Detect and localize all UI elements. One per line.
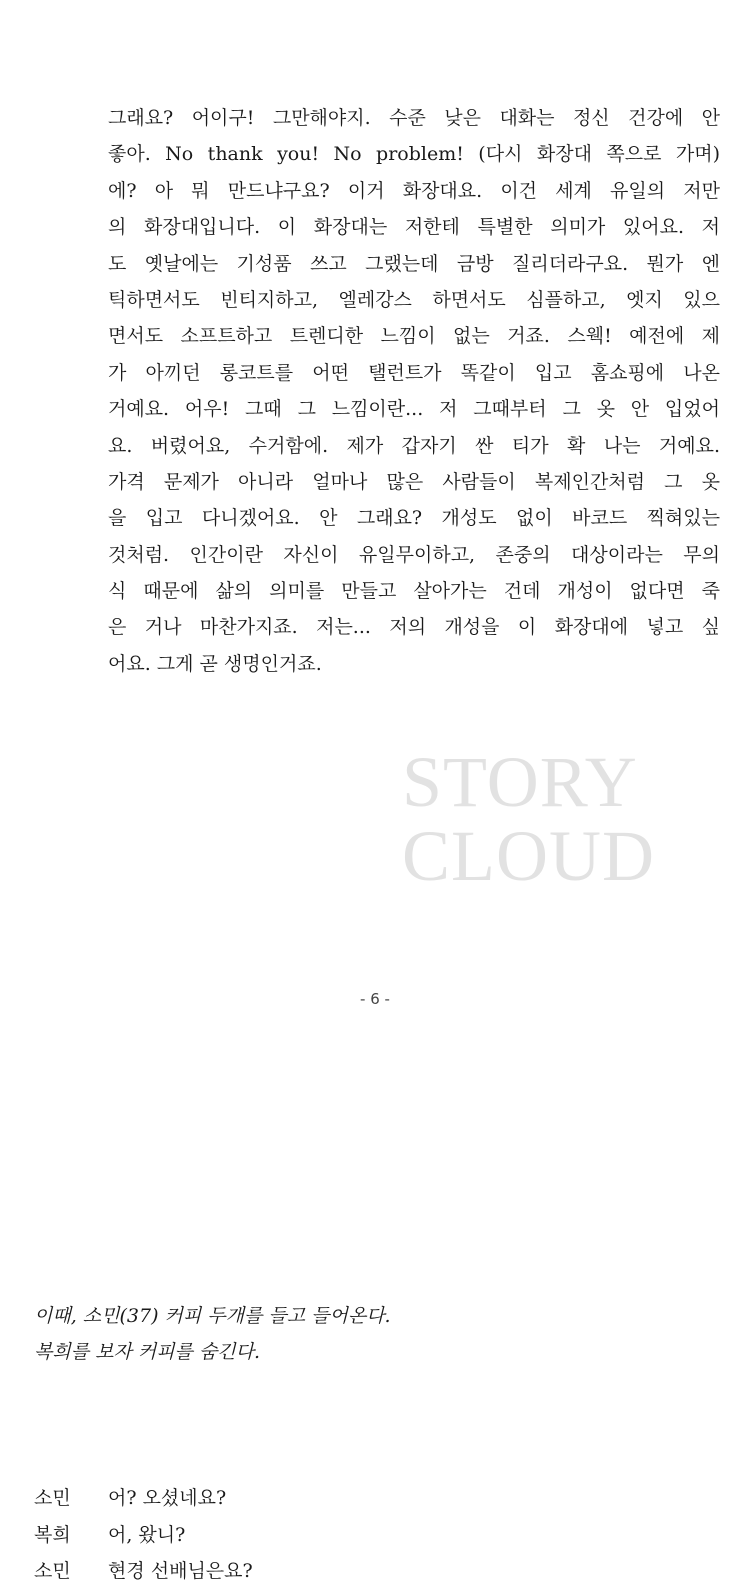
- dialogue-text: 어? 오셨네요?: [108, 1487, 227, 1510]
- speaker-name: 소민: [34, 1487, 71, 1510]
- monologue-line: 에? 아 뭐 만드냐구요? 이거 화장대요. 이건 세계 유일의 저만: [108, 179, 720, 202]
- dialogue-row: [34, 1517, 634, 1554]
- dialogue-text: 현경 선배님은요?: [108, 1560, 253, 1583]
- monologue-line: 것처럼. 인간이란 자신이 유일무이하고, 존중의 대상이라는 무의: [108, 543, 720, 566]
- monologue-line: 도 옛날에는 기성품 쓰고 그랬는데 금방 질리더라구요. 뭔가 엔: [108, 252, 720, 275]
- watermark-line-1: STORY: [402, 742, 638, 822]
- monologue-line: 을 입고 다니겠어요. 안 그래요? 개성도 없이 바코드 찍혀있는: [108, 507, 720, 530]
- dialogue-row: [34, 1480, 634, 1517]
- monologue-line: 요. 버렸어요, 수거함에. 제가 갑자기 싼 티가 확 나는 거예요.: [108, 434, 720, 457]
- stage-direction-line: 이때, 소민(37) 커피 두개를 들고 들어온다.: [34, 1305, 391, 1328]
- monologue-line: 어요. 그게 곧 생명인거죠.: [108, 652, 322, 675]
- stage-direction-line: 복희를 보자 커피를 숨긴다.: [34, 1341, 261, 1364]
- page-number: - 6 -: [360, 990, 390, 1008]
- dialogue-row: [34, 1553, 634, 1590]
- watermark-line-2: CLOUD: [402, 816, 655, 896]
- dialogue-block: [34, 1480, 634, 1590]
- watermark: [402, 742, 702, 896]
- monologue-line: 틱하면서도 빈티지하고, 엘레강스 하면서도 심플하고, 엣지 있으: [108, 288, 720, 311]
- speaker-name: 복희: [34, 1523, 71, 1546]
- monologue-line: 의 화장대입니다. 이 화장대는 저한테 특별한 의미가 있어요. 저: [108, 216, 720, 239]
- monologue-line: 가격 문제가 아니라 얼마나 많은 사람들이 복제인간처럼 그 옷: [108, 470, 720, 493]
- speaker-name: 소민: [34, 1560, 71, 1583]
- monologue-line: 식 때문에 삶의 의미를 만들고 살아가는 건데 개성이 없다면 죽: [108, 580, 720, 603]
- dialogue-text: 어, 왔니?: [108, 1523, 186, 1546]
- monologue-block: [108, 100, 720, 682]
- monologue-line: 가 아끼던 롱코트를 어떤 탤런트가 똑같이 입고 홈쇼핑에 나온: [108, 361, 720, 384]
- monologue-line: 은 거나 마찬가지죠. 저는... 저의 개성을 이 화장대에 넣고 싶: [108, 616, 720, 639]
- stage-direction: [34, 1298, 634, 1370]
- monologue-line: 그래요? 어이구! 그만해야지. 수준 낮은 대화는 정신 건강에 안: [108, 107, 720, 129]
- monologue-line: 거예요. 어우! 그때 그 느낌이란... 저 그때부터 그 옷 안 입었어: [108, 398, 720, 421]
- monologue-line: 면서도 소프트하고 트렌디한 느낌이 없는 거죠. 스웩! 예전에 제: [108, 325, 720, 348]
- monologue-line: 좋아. No thank you! No problem! (다시 화장대 쪽으로 가며): [108, 143, 720, 166]
